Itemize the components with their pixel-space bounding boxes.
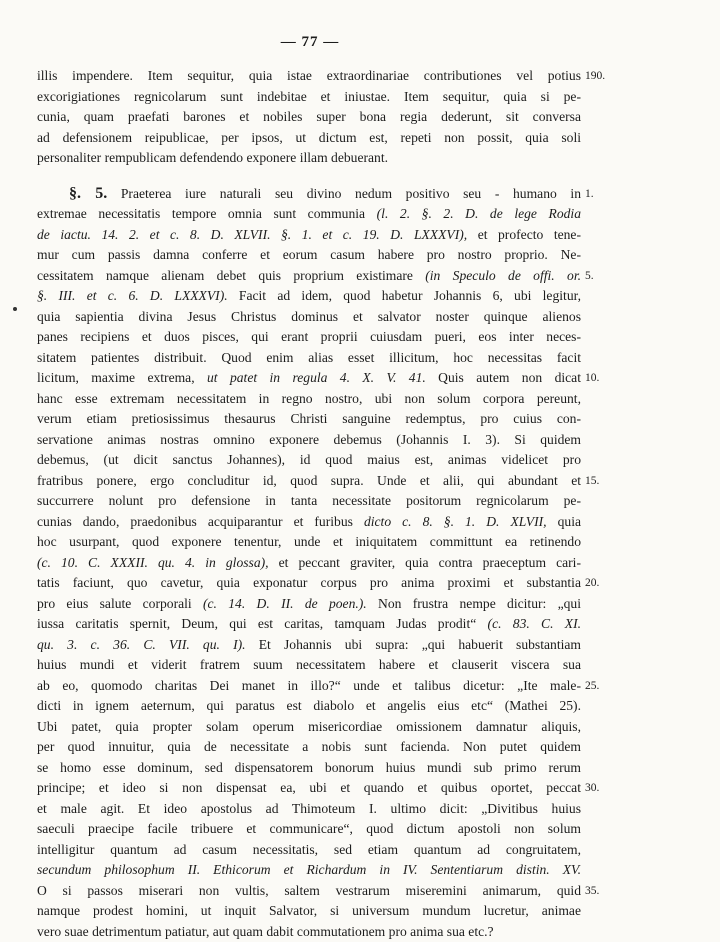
text-line (37, 819, 581, 840)
text-line (37, 512, 581, 533)
line-number: 25. (585, 676, 599, 697)
text-segment: succurrere nolunt pro defensione in tanta necessitate positorum regnicolarum pe- (37, 493, 581, 508)
text-line (37, 368, 581, 389)
text-segment: namque prodest homini, ut inquit Salvator, si universum mundum lucretur, animae (37, 903, 581, 918)
text-segment: per quod innuitur, quia de necessitate a nobis sunt facienda. Non putet quidem (37, 739, 581, 754)
text-segment: pro eius salute corporali (37, 596, 203, 611)
text-segment: saeculi praecipe facile tribuere et communicare“, quod dictum apostoli non solum (37, 821, 581, 836)
text-segment: intelligitur quantum ad casum necessitatis, sed etiam quantum ad congruitatem, (37, 842, 581, 857)
citation-text: (in Speculo de offi. or. (425, 268, 581, 283)
text-line (37, 389, 581, 410)
text-segment: et male agit. Et ideo apostolus ad Thimoteum I. ultimo dicit: „Divitibus huius (37, 801, 581, 816)
text-segment: huius mundi et viderit fratrem suum necessitatem habere et clauserit viscera sua (37, 657, 581, 672)
text-line (37, 881, 581, 902)
text-segment: debemus, (ut dicit sanctus Johannes), id quod maius est, animas videlicet pro (37, 452, 581, 467)
text-segment: principe; et ideo si non dispensat ea, ubi et quando et quibus oportet, peccat (37, 780, 581, 795)
text-line (37, 573, 581, 594)
line-number: 10. (585, 368, 599, 389)
text-segment: servatione animas nostras omnino exponere debemus (Johannis I. 3). Si quidem (37, 432, 581, 447)
text-line (37, 655, 581, 676)
citation-text: de iactu. 14. 2. et c. 8. D. XLVII. §. 1. et c. 19. D. LXXXVI), (37, 227, 467, 242)
text-line (37, 717, 581, 738)
citation-text: (c. 83. C. XI. (488, 616, 581, 631)
text-segment: se homo esse dominum, sed dispensatorem bonorum huius mundi sub primo rerum (37, 760, 581, 775)
text-segment: panes recipiens et duos pisces, qui erant proprii cuiusdam pueri, eos inter neces- (37, 329, 581, 344)
text-line (37, 778, 581, 799)
text-line (37, 471, 581, 492)
text-segment: mur cum passis damna conferre et eorum casum habere pro nostro proprio. Ne- (37, 247, 581, 262)
text-line (37, 327, 581, 348)
text-segment: O si passos miserari non vultis, saltem vestrarum miseremini animarum, quid (37, 883, 581, 898)
text-line (37, 676, 581, 697)
text-line (37, 840, 581, 861)
section-heading: §. 5. (69, 185, 107, 202)
text-segment: et peccant graviter, quia contra praeceptum cari- (269, 555, 581, 570)
text-segment: vero suae detrimentum patiatur, aut quam dabit commutationem pro anima sua etc.? (37, 924, 494, 939)
text-segment: quia sapientia divina Jesus Christus dominus et salvator noster quinque alienos (37, 309, 581, 324)
text-line (37, 491, 581, 512)
text-line (37, 450, 581, 471)
body-text (37, 66, 581, 942)
text-segment: iussa caritatis spernit, Deum, qui est caritas, tamquam Judas prodit“ (37, 616, 488, 631)
text-line (37, 430, 581, 451)
citation-text: §. III. et c. 6. D. LXXXVI). (37, 288, 228, 303)
text-segment: hanc esse extremam necessitatem in regno nostro, ubi non solum corpora pereunt, (37, 391, 581, 406)
text-segment: verum etiam pretiosissimus thesaurus Christi sanguine redemptus, pro cuius con- (37, 411, 581, 426)
line-number: 5. (585, 266, 594, 287)
text-segment: sitatem patientes distribuit. Quod enim alias esset illicitum, hoc necessitas facit (37, 350, 581, 365)
text-line (37, 107, 581, 128)
text-line (37, 594, 581, 615)
text-segment: excorigiationes regnicolarum sunt indebitae et iniustae. Item sequitur, quia si pe- (37, 89, 581, 104)
text-segment: Non frustra nempe dicitur: „qui (367, 596, 581, 611)
text-line (37, 758, 581, 779)
line-number: 35. (585, 881, 599, 902)
text-line (37, 553, 581, 574)
text-line (37, 148, 581, 169)
text-line (37, 860, 581, 881)
text-segment: cunias dando, praedonibus acquiparantur et furibus (37, 514, 364, 529)
text-line (37, 245, 581, 266)
page-number: — 77 — (0, 34, 620, 51)
margin-mark (13, 307, 17, 311)
text-segment: illis impendere. Item sequitur, quia istae extraordinariae contributiones vel potius (37, 68, 581, 83)
citation-text: (l. 2. §. 2. D. de lege Rodia (377, 206, 581, 221)
text-line (37, 409, 581, 430)
citation-text: (c. 10. C. XXXII. qu. 4. in glossa), (37, 555, 269, 570)
text-segment: ab eo, quomodo charitas Dei manet in illo?“ unde et talibus dicetur: „Ite male- (37, 678, 581, 693)
text-line (37, 348, 581, 369)
line-number: 190. (585, 66, 605, 87)
line-number: 1. (585, 184, 594, 205)
line-number: 30. (585, 778, 599, 799)
text-segment: Ubi patet, quia propter solam operum misericordiae omissionem damnatur aliquis, (37, 719, 581, 734)
text-segment: Et Johannis ubi supra: „qui habuerit substantiam (246, 637, 581, 652)
text-segment: cunia, quam praefati barones et nobiles super bona regia dederunt, sit conversa (37, 109, 581, 124)
text-segment: hoc usurpant, quod exponere tenentur, unde et iniquitatem committunt ea retinendo (37, 534, 581, 549)
citation-text: dicto c. 8. §. 1. D. XLVII, (364, 514, 547, 529)
text-line (37, 696, 581, 717)
text-segment: et profecto tene- (467, 227, 581, 242)
citation-text: secundum philosophum II. Ethicorum et Richardum in IV. Sententiarum distin. XV. (37, 862, 581, 877)
text-segment: licitum, maxime extrema, (37, 370, 207, 385)
text-segment: cessitatem namque alienam debet quis proprium existimare (37, 268, 425, 283)
text-line (37, 66, 581, 87)
text-line (37, 184, 581, 205)
text-segment: fratribus ponere, ergo concluditur id, quod supra. Unde et alii, qui abundant et (37, 473, 581, 488)
text-line (37, 799, 581, 820)
text-segment: dicti in ignem aeternum, qui paratus est diabolo et angelis eius etc“ (Mathei 25). (37, 698, 581, 713)
text-segment: tatis faciunt, quo cavetur, quia exponatur corpus pro anima proximi et substantia (37, 575, 581, 590)
line-number: 15. (585, 471, 599, 492)
text-line (37, 87, 581, 108)
text-line (37, 286, 581, 307)
text-segment: Facit ad idem, quod habetur Johannis 6, ubi legitur, (228, 288, 581, 303)
text-line (37, 635, 581, 656)
text-line (37, 922, 581, 942)
text-segment: personaliter rempublicam defendendo exponere illam debuerant. (37, 150, 388, 165)
text-line (37, 225, 581, 246)
citation-text: (c. 14. D. II. de poen.). (203, 596, 367, 611)
text-line (37, 266, 581, 287)
text-segment: ad defensionem reipublicae, per ipsos, ut dictum est, repeti non possit, quia soli (37, 130, 581, 145)
text-segment: Praeterea iure naturali seu divino nedum positivo seu - humano in (107, 186, 581, 201)
text-line (37, 307, 581, 328)
text-segment: extremae necessitatis tempore omnia sunt communia (37, 206, 377, 221)
citation-text: qu. 3. c. 36. C. VII. qu. I). (37, 637, 246, 652)
text-line (37, 614, 581, 635)
text-segment: Quis autem non dicat (426, 370, 581, 385)
line-number: 20. (585, 573, 599, 594)
text-line (37, 532, 581, 553)
text-line (37, 128, 581, 149)
text-line (37, 737, 581, 758)
text-line (37, 901, 581, 922)
text-line (37, 204, 581, 225)
citation-text: ut patet in regula 4. X. V. 41. (207, 370, 426, 385)
text-segment: quia (547, 514, 581, 529)
